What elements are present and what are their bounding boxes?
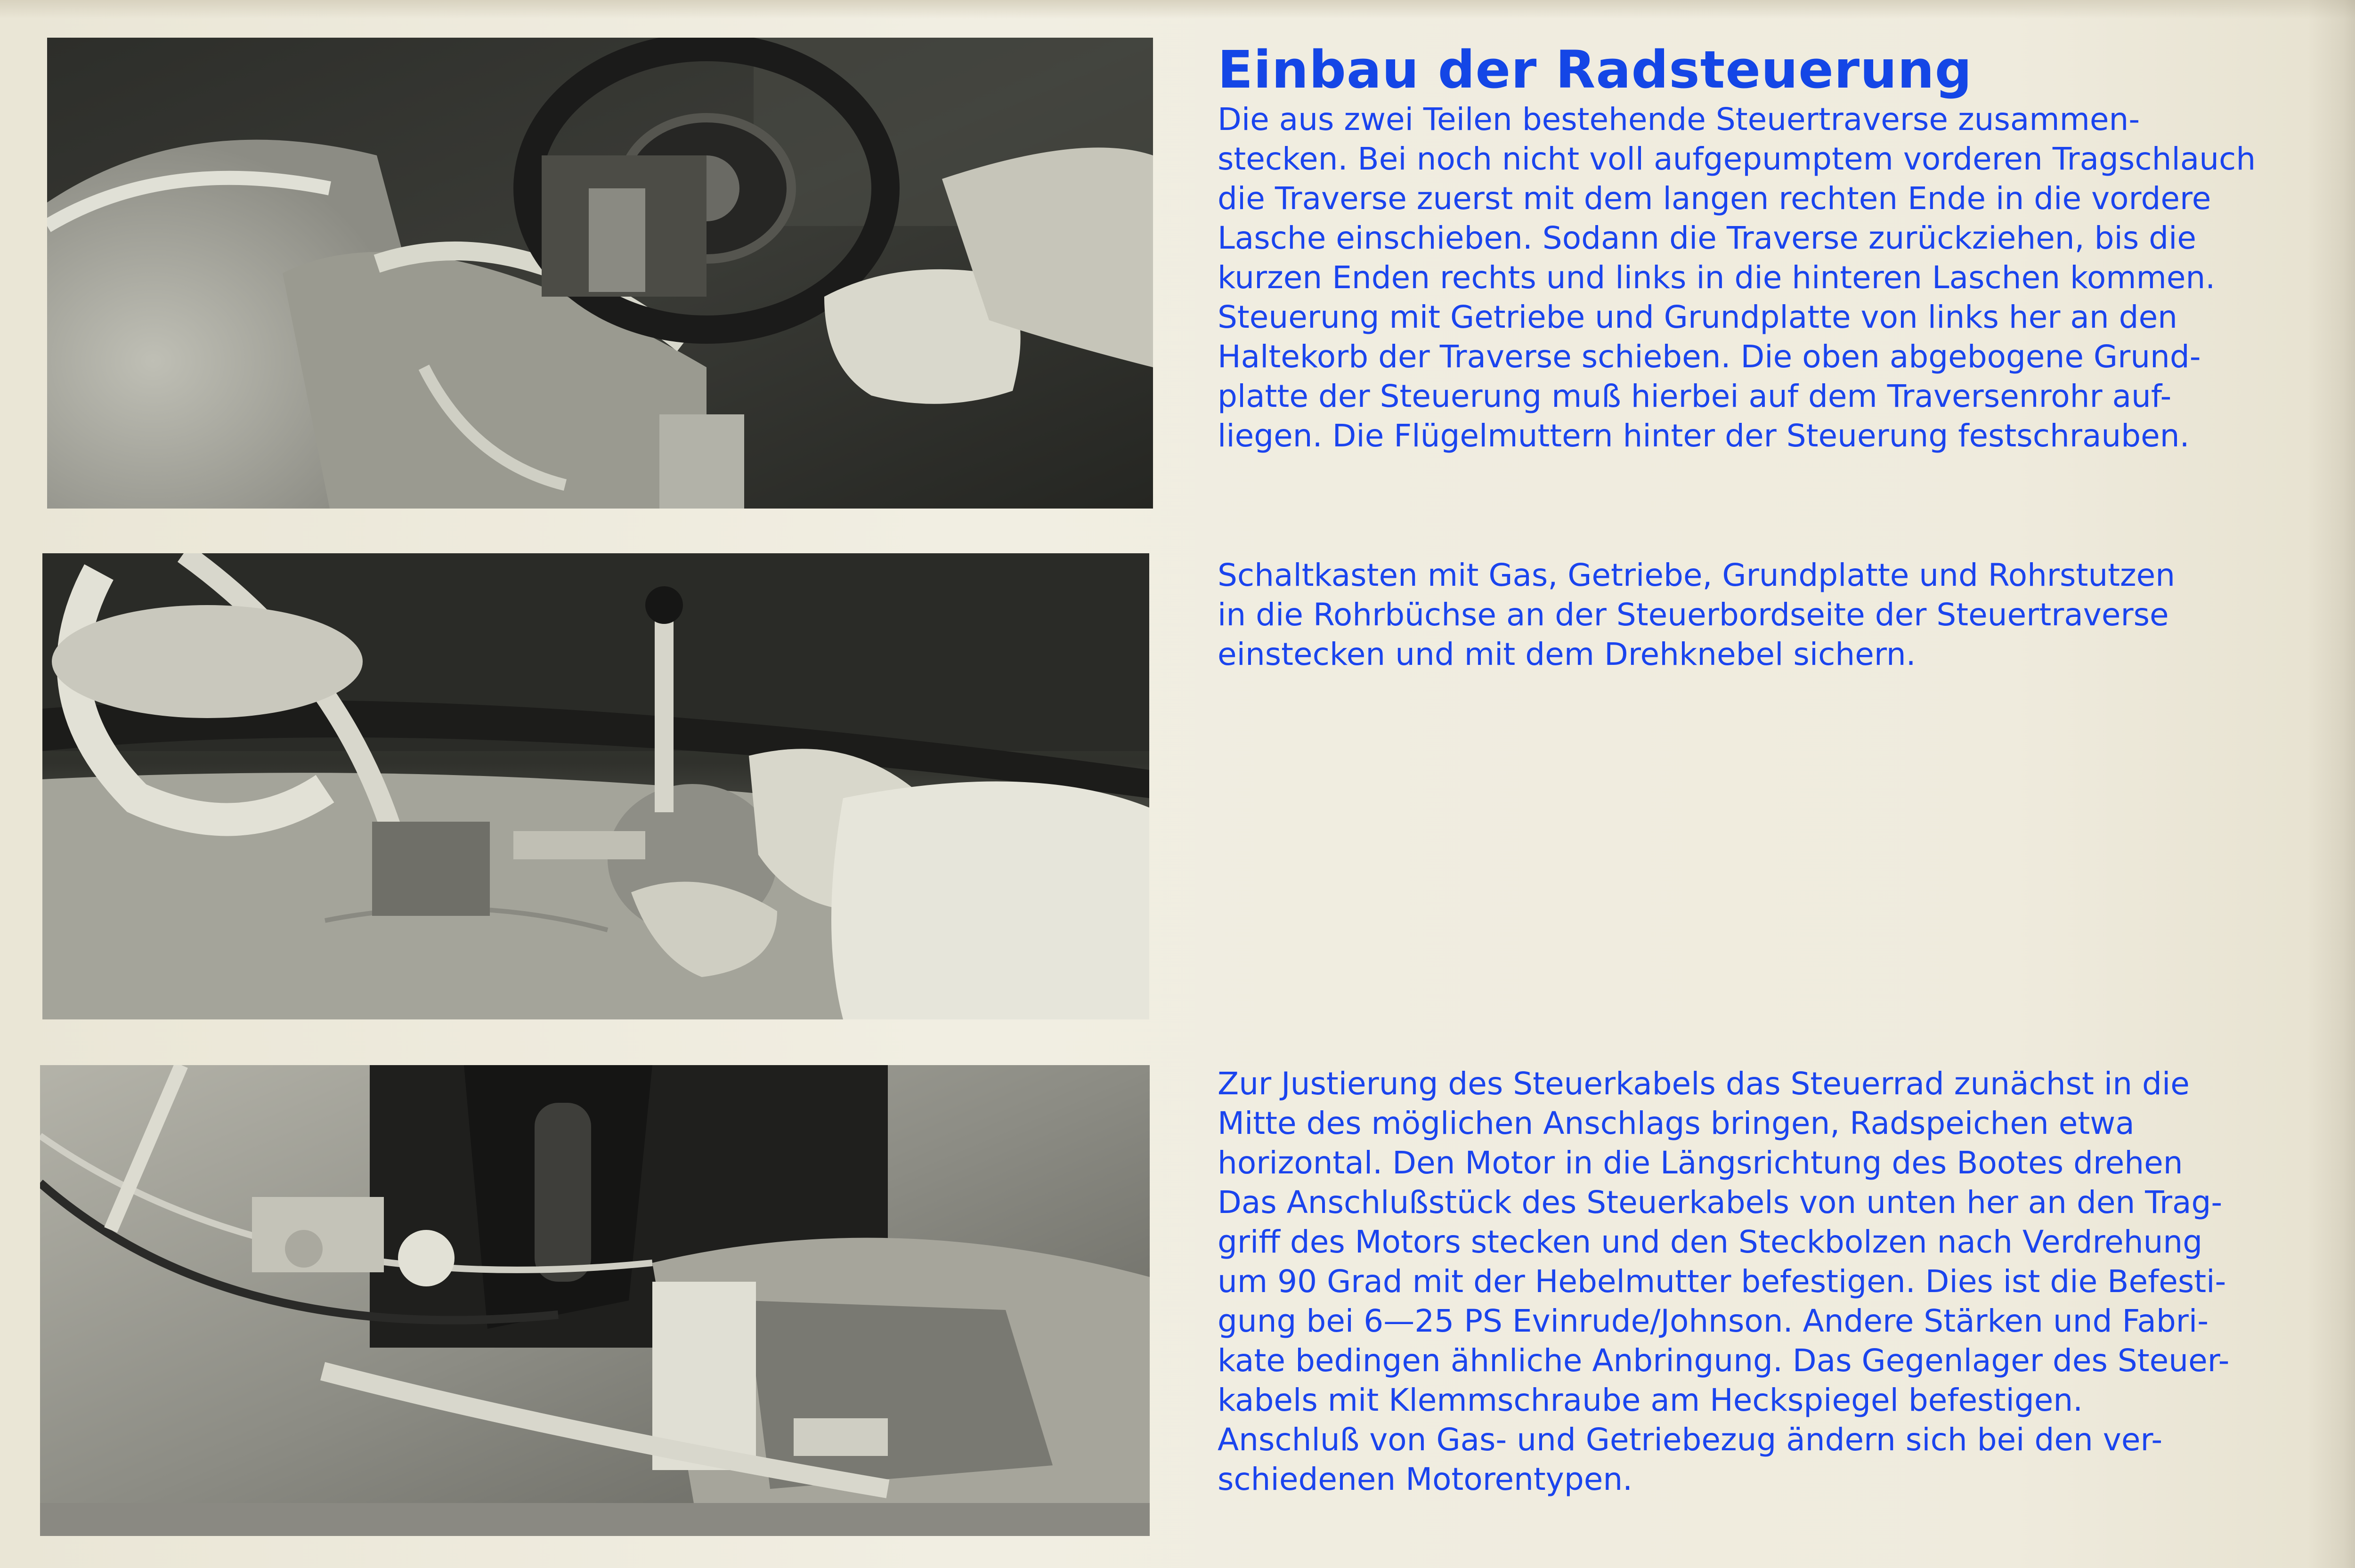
paragraph-body (1218, 100, 2324, 456)
paragraph-cable-adjustment (1218, 1064, 2324, 1499)
text-line: gung bei 6—25 PS Evinrude/Johnson. Andere Stärken und Fabri- (1218, 1303, 2209, 1339)
photo-control-box (42, 553, 1149, 1019)
text-line: um 90 Grad mit der Hebelmutter befestigen. Dies ist die Befesti- (1218, 1263, 2226, 1300)
text-line: kurzen Enden rechts und links in die hinteren Laschen kommen. (1218, 259, 2216, 296)
text-line: Steuerung mit Getriebe und Grundplatte von links her an den (1218, 299, 2178, 335)
text-line: Anschluß von Gas- und Getriebezug ändern sich bei den ver- (1218, 1422, 2163, 1458)
text-line: liegen. Die Flügelmuttern hinter der Steuerung festschrauben. (1218, 418, 2190, 454)
text-line: horizontal. Den Motor in die Längsrichtung des Bootes drehen (1218, 1145, 2183, 1181)
text-line: Lasche einschieben. Sodann die Traverse zurückziehen, bis die (1218, 220, 2197, 256)
text-line: Zur Justierung des Steuerkabels das Steuerrad zunächst in die (1218, 1066, 2190, 1102)
text-line: griff des Motors stecken und den Steckbolzen nach Verdrehung (1218, 1224, 2203, 1260)
page-title: Einbau der Radsteuerung (1218, 40, 1973, 100)
text-line: Schaltkasten mit Gas, Getriebe, Grundplatte und Rohrstutzen (1218, 557, 2176, 593)
paragraph-body (1218, 556, 2324, 674)
text-line: stecken. Bei noch nicht voll aufgepumptem vorderen Tragschlauch (1218, 141, 2256, 177)
paragraph-body (1218, 1064, 2324, 1499)
text-line: Das Anschlußstück des Steuerkabels von unten her an den Trag- (1218, 1184, 2223, 1220)
photo-steering-assembly (47, 38, 1153, 509)
paragraph-control-box (1218, 556, 2324, 674)
text-line: kate bedingen ähnliche Anbringung. Das Gegenlager des Steuer- (1218, 1342, 2230, 1379)
paragraph-traverse (1218, 100, 2324, 456)
text-line: Mitte des möglichen Anschlags bringen, Radspeichen etwa (1218, 1105, 2135, 1141)
text-line: kabels mit Klemmschraube am Heckspiegel befestigen. (1218, 1382, 2083, 1418)
text-line: platte der Steuerung muß hierbei auf dem Traversenrohr auf- (1218, 378, 2172, 414)
text-line: einstecken und mit dem Drehknebel sichern. (1218, 636, 1916, 672)
page-top-edge (0, 0, 2355, 19)
text-line: Haltekorb der Traverse schieben. Die oben abgebogene Grund- (1218, 339, 2201, 375)
text-line: in die Rohrbüchse an der Steuerbordseite der Steuertraverse (1218, 597, 2169, 633)
photo-cable-mount (40, 1065, 1150, 1536)
text-line: die Traverse zuerst mit dem langen rechten Ende in die vordere (1218, 180, 2211, 217)
text-line: Die aus zwei Teilen bestehende Steuertraverse zusammen- (1218, 101, 2140, 137)
text-line: schiedenen Motorentypen. (1218, 1461, 1633, 1497)
